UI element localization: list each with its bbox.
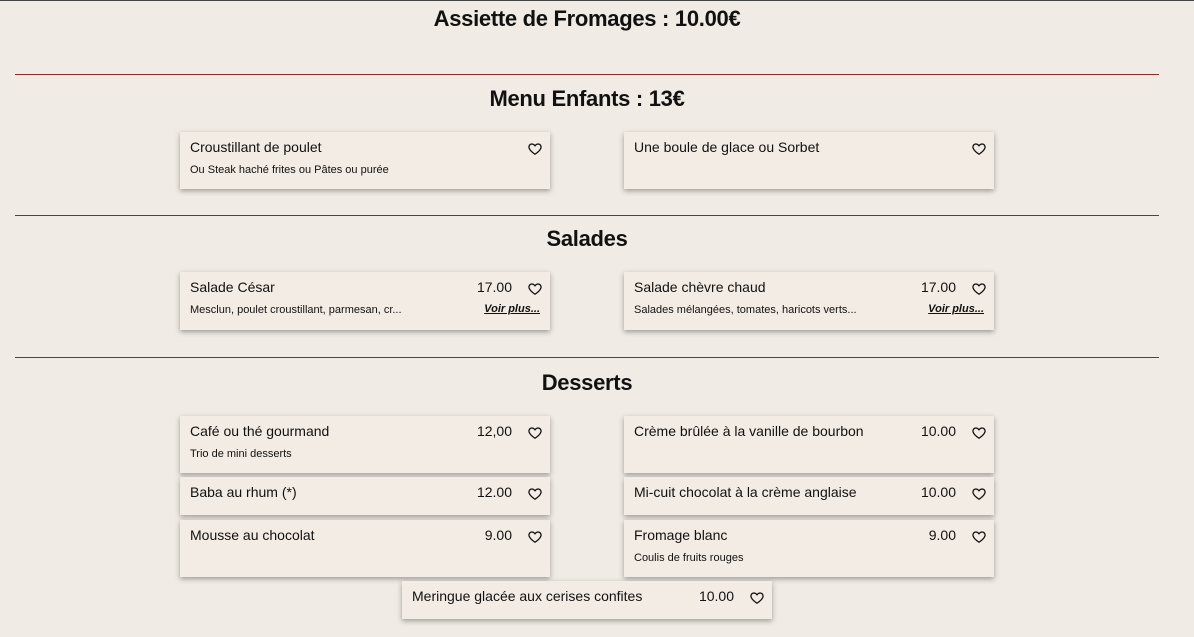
heart-icon[interactable] xyxy=(528,426,542,440)
voir-plus-link[interactable]: Voir plus... xyxy=(928,303,984,315)
menu-item-card[interactable] xyxy=(180,416,550,473)
menu-item-card[interactable] xyxy=(180,520,550,577)
item-price: 17.00 xyxy=(476,279,512,295)
item-price: 17.00 xyxy=(920,279,956,295)
menu-item-card[interactable] xyxy=(624,132,994,189)
section-divider xyxy=(15,215,1159,216)
menu-item-card[interactable] xyxy=(624,477,994,515)
heart-icon[interactable] xyxy=(972,487,986,501)
section-title-fromages: Assiette de Fromages : 10.00€ xyxy=(433,6,741,31)
item-name: Une boule de glace ou Sorbet xyxy=(634,139,820,155)
section-divider xyxy=(15,74,1159,75)
item-description: Coulis de fruits rouges xyxy=(634,552,744,564)
item-name: Mousse au chocolat xyxy=(190,527,315,543)
heart-icon[interactable] xyxy=(528,142,542,156)
menu-item-card[interactable] xyxy=(624,272,994,330)
item-name: Mi-cuit chocolat à la crème anglaise xyxy=(634,484,857,500)
menu-item-card[interactable] xyxy=(624,520,994,577)
item-description: Salades mélangées, tomates, haricots verts... xyxy=(634,304,857,316)
item-description: Trio de mini desserts xyxy=(190,448,292,460)
heart-icon[interactable] xyxy=(972,530,986,544)
menu-item-card[interactable] xyxy=(624,416,994,473)
item-description: Mesclun, poulet croustillant, parmesan, cr... xyxy=(190,304,402,316)
item-name: Meringue glacée aux cerises confites xyxy=(412,588,643,604)
item-price: 9.00 xyxy=(484,527,512,543)
item-name: Crème brûlée à la vanille de bourbon xyxy=(634,423,864,439)
item-price: 10.00 xyxy=(920,423,956,439)
heart-icon[interactable] xyxy=(972,142,986,156)
section-title-desserts: Desserts xyxy=(541,370,633,395)
heart-icon[interactable] xyxy=(528,530,542,544)
heart-icon[interactable] xyxy=(972,282,986,296)
item-name: Croustillant de poulet xyxy=(190,139,322,155)
menu-item-card[interactable] xyxy=(180,132,550,189)
item-price: 12.00 xyxy=(476,484,512,500)
menu-item-card[interactable] xyxy=(402,581,772,619)
heart-icon[interactable] xyxy=(528,282,542,296)
heart-icon[interactable] xyxy=(528,487,542,501)
item-description: Ou Steak haché frites ou Pâtes ou purée xyxy=(190,164,389,176)
item-name: Salade César xyxy=(190,279,275,295)
section-title-enfants: Menu Enfants : 13€ xyxy=(489,86,685,111)
item-name: Baba au rhum (*) xyxy=(190,484,297,500)
item-name: Salade chèvre chaud xyxy=(634,279,766,295)
item-price: 10.00 xyxy=(698,588,734,604)
section-title-salades: Salades xyxy=(546,226,628,251)
item-price: 10.00 xyxy=(920,484,956,500)
heart-icon[interactable] xyxy=(972,426,986,440)
menu-item-card[interactable] xyxy=(180,477,550,515)
menu-item-card[interactable] xyxy=(180,272,550,330)
item-name: Café ou thé gourmand xyxy=(190,423,330,439)
voir-plus-link[interactable]: Voir plus... xyxy=(484,303,540,315)
item-price: 12,00 xyxy=(476,423,512,439)
item-price: 9.00 xyxy=(928,527,956,543)
item-name: Fromage blanc xyxy=(634,527,728,543)
section-divider xyxy=(15,357,1159,358)
heart-icon[interactable] xyxy=(750,591,764,605)
